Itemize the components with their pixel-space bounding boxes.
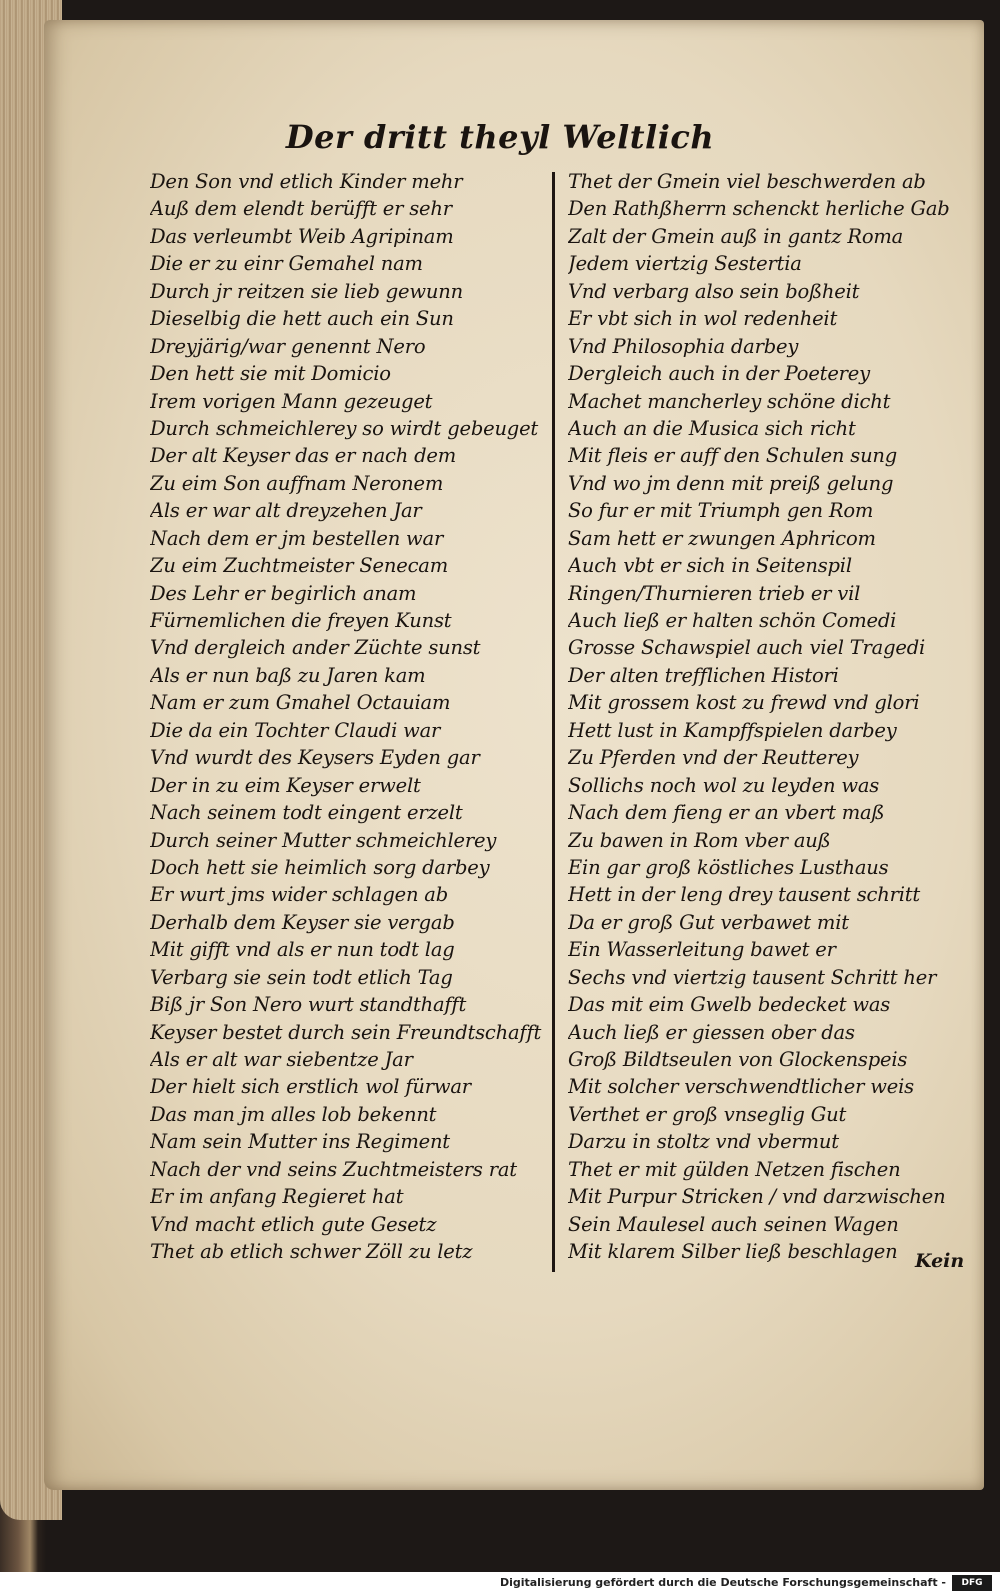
verse-line: Vnd wurdt des Keysers Eyden gar — [150, 746, 480, 770]
verse-line: Sollichs noch wol zu leyden was — [568, 773, 880, 797]
verse-line: Thet er mit gülden Netzen fischen — [568, 1157, 901, 1181]
verse-line: Durch jr reitzen sie lieb gewunn — [150, 279, 463, 303]
verse-line: Dieselbig die hett auch ein Sun — [150, 307, 454, 331]
digitization-footer — [0, 1572, 1000, 1595]
verse-line: Der hielt sich erstlich wol fürwar — [150, 1075, 471, 1099]
verse-line: Irem vorigen Mann gezeuget — [150, 389, 433, 413]
verse-line: Sechs vnd viertzig tausent Schritt her — [568, 965, 937, 989]
verse-line: Mit klarem Silber ließ beschlagen — [568, 1240, 898, 1264]
verse-line: Fürnemlichen die freyen Kunst — [150, 609, 452, 632]
verse-line: Dergleich auch in der Poeterey — [568, 362, 870, 386]
verse-line: Der alten trefflichen Histori — [568, 663, 839, 687]
dfg-logo-icon: DFG — [952, 1575, 992, 1591]
verse-line: Den Rathßherrn schenckt herliche Gab — [568, 197, 950, 221]
verse-line: Nach dem er jm bestellen war — [150, 526, 444, 550]
verse-line: Thet ab etlich schwer Zöll zu letz — [150, 1240, 473, 1264]
verse-line: Er im anfang Regieret hat — [150, 1185, 404, 1209]
verse-line: Ein Wasserleitung bawet er — [568, 938, 836, 962]
footer-credit: Digitalisierung gefördert durch die Deutsche Forschungsgemeinschaft - — [499, 1576, 946, 1589]
verse-line: Als er nun baß zu Jaren kam — [150, 663, 426, 687]
verse-line: Mit gifft vnd als er nun todt lag — [150, 938, 455, 962]
verse-line: Der alt Keyser das er nach dem — [150, 444, 457, 468]
verse-line: Thet der Gmein viel beschwerden ab — [568, 170, 926, 193]
verse-line: Nach dem fieng er an vbert maß — [568, 801, 885, 825]
verse-line: Vnd Philosophia darbey — [568, 334, 799, 358]
verse-line: Derhalb dem Keyser sie vergab — [150, 910, 455, 934]
verse-line: Ein gar groß köstliches Lusthaus — [568, 855, 889, 879]
verse-line: Vnd dergleich ander Züchte sunst — [150, 636, 481, 660]
verse-line: Hett in der leng drey tausent schritt — [568, 883, 921, 907]
verse-line: Auch ließ er giessen ober das — [568, 1020, 855, 1044]
verse-line: Das man jm alles lob bekennt — [150, 1102, 437, 1126]
verse-line: Hett lust in Kampffspielen darbey — [568, 718, 897, 742]
verse-line: Durch seiner Mutter schmeichlerey — [150, 828, 497, 852]
verse-line: Ringen/Thurnieren trieb er vil — [568, 581, 861, 605]
verse-line: Biß jr Son Nero wurt standthafft — [150, 993, 467, 1017]
verse-line: Die er zu einr Gemahel nam — [150, 252, 423, 276]
verse-line: Mit Purpur Stricken / vnd darzwischen — [568, 1185, 946, 1209]
left-column — [150, 168, 550, 1266]
verse-line: Verthet er groß vnseglig Gut — [568, 1102, 847, 1126]
verse-line: Groß Bildtseulen von Glockenspeis — [568, 1048, 908, 1071]
running-head: Der dritt theyl Weltlich — [285, 118, 715, 156]
verse-line: Auß dem elendt berüfft er sehr — [150, 197, 452, 221]
verse-line: Darzu in stoltz vnd vbermut — [568, 1130, 839, 1154]
verse-line: Zu Pferden vnd der Reutterey — [568, 746, 859, 770]
verse-line: Den Son vnd etlich Kinder mehr — [150, 170, 463, 193]
verse-line: Auch ließ er halten schön Comedi — [568, 609, 897, 632]
verse-line: Der in zu eim Keyser erwelt — [150, 773, 421, 797]
verse-line: Vnd verbarg also sein boßheit — [568, 279, 860, 303]
verse-line: Keyser bestet durch sein Freundtschafft — [150, 1020, 542, 1044]
verse-line: Sein Maulesel auch seinen Wagen — [568, 1212, 899, 1236]
verse-line: Zu eim Zuchtmeister Senecam — [150, 554, 449, 578]
verse-line: Machet mancherley schöne dicht — [568, 389, 891, 413]
column-divider — [552, 172, 555, 1272]
verse-line: Dreyjärig/war genennt Nero — [150, 334, 426, 358]
verse-line: Als er war alt dreyzehen Jar — [150, 499, 422, 523]
verse-line: Mit solcher verschwendtlicher weis — [568, 1075, 914, 1099]
verse-line: Vnd wo jm denn mit preiß gelung — [568, 471, 894, 495]
verse-line: Nam sein Mutter ins Regiment — [150, 1130, 450, 1154]
verse-line: Durch schmeichlerey so wirdt gebeuget — [150, 416, 539, 440]
verse-line: Sam hett er zwungen Aphricom — [568, 526, 876, 550]
verse-line: Nach der vnd seins Zuchtmeisters rat — [150, 1157, 517, 1181]
catchword: Kein — [915, 1250, 965, 1272]
verse-line: Zu bawen in Rom vber auß — [568, 828, 831, 852]
verse-line: Vnd macht etlich gute Gesetz — [150, 1212, 437, 1236]
verse-line: Grosse Schawspiel auch viel Tragedi — [568, 636, 926, 660]
verse-line: Mit grossem kost zu frewd vnd glori — [568, 691, 920, 715]
verse-line: Den hett sie mit Domicio — [150, 362, 391, 386]
right-column — [568, 168, 978, 1266]
verse-line: Doch hett sie heimlich sorg darbey — [150, 855, 490, 879]
verse-line: Auch vbt er sich in Seitenspil — [568, 554, 852, 578]
verse-line: Das verleumbt Weib Agripinam — [150, 224, 454, 248]
verse-line: Auch an die Musica sich richt — [568, 416, 856, 440]
verse-line: Das mit eim Gwelb bedecket was — [568, 993, 891, 1017]
verse-line: Die da ein Tochter Claudi war — [150, 718, 441, 742]
verse-line: Als er alt war siebentze Jar — [150, 1048, 413, 1071]
verse-line: So fur er mit Triumph gen Rom — [568, 499, 874, 523]
verse-line: Mit fleis er auff den Schulen sung — [568, 444, 898, 468]
verse-line: Er wurt jms wider schlagen ab — [150, 883, 449, 907]
verse-line: Zalt der Gmein auß in gantz Roma — [568, 224, 904, 248]
verse-line: Er vbt sich in wol redenheit — [568, 307, 838, 331]
verse-line: Des Lehr er begirlich anam — [150, 581, 417, 605]
verse-line: Zu eim Son auffnam Neronem — [150, 471, 444, 495]
verse-line: Jedem viertzig Sestertia — [568, 252, 802, 276]
verse-line: Nam er zum Gmahel Octauiam — [150, 691, 451, 715]
verse-line: Da er groß Gut verbawet mit — [568, 910, 849, 934]
verse-line: Nach seinem todt eingent erzelt — [150, 801, 463, 825]
verse-line: Verbarg sie sein todt etlich Tag — [150, 965, 453, 989]
